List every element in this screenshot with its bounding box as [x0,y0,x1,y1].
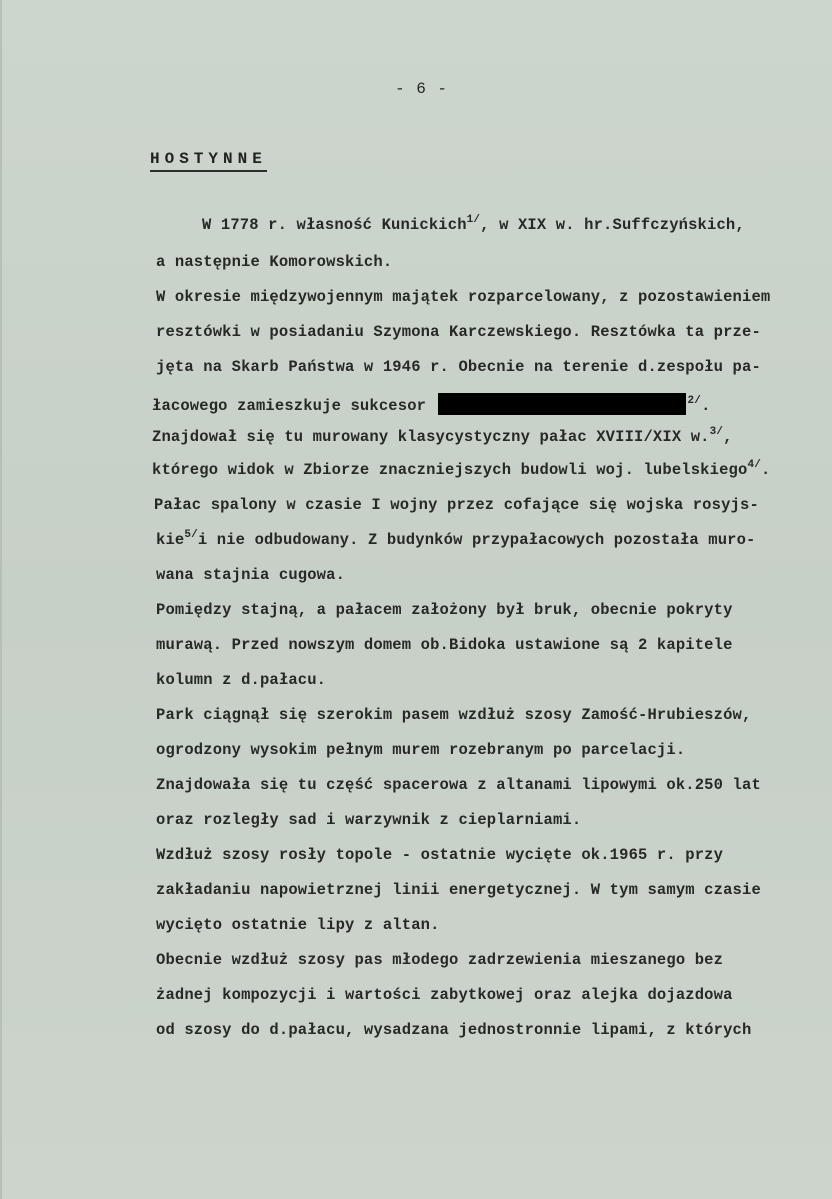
line-text: Znajdował się tu murowany klasycystyczny pałac XVIII/XIX w. [152,428,710,446]
text-line [156,741,685,759]
text-line [152,393,711,415]
text-line [156,916,440,934]
line-text: wycięto ostatnie lipy z altan. [156,916,440,934]
line-text: Park ciągnął się szerokim pasem wzdłuż szosy Zamość-Hrubieszów, [156,706,752,724]
text-line [156,253,392,271]
text-line [156,846,723,864]
line-text: jęta na Skarb Państwa w 1946 r. Obecnie na terenie d.zespołu pa- [156,358,761,376]
line-text: kie [156,531,185,549]
text-line [156,881,761,899]
footnote-marker: 4/ [747,459,761,471]
text-line [156,288,770,306]
text-line [156,636,733,654]
line-text: oraz rozległy sad i warzywnik z cieplarniami. [156,811,582,829]
line-text: wana stajnia cugowa. [156,566,346,584]
text-line [156,986,733,1004]
text-line [156,671,326,689]
line-text: żadnej kompozycji i wartości zabytkowej oraz alejka dojazdowa [156,986,733,1004]
footnote-marker: 1/ [466,214,481,226]
line-text: zakładaniu napowietrznej linii energetycznej. W tym samym czasie [156,881,761,899]
text-line [156,566,345,584]
text-line [154,496,759,514]
footnote-marker: 2/ [687,395,702,407]
line-text: W okresie międzywojennym majątek rozparcelowany, z pozostawieniem [156,288,771,306]
line-text: kolumn z d.pałacu. [156,671,327,689]
redaction-bar [438,393,686,415]
line-text-continued: , [723,428,733,446]
text-line [156,601,733,619]
text-line [202,216,745,234]
line-text: którego widok w Zbiorze znaczniejszych budowli woj. lubelskiego [152,461,748,479]
footnote-marker: 5/ [184,529,198,541]
text-line [152,461,770,479]
line-text: a następnie Komorowskich. [156,253,393,271]
line-text-continued: . [760,461,771,479]
line-text: ogrodzony wysokim pełnym murem rozebranym po parcelacji. [156,741,686,759]
line-text: Pomiędzy stajną, a pałacem założony był bruk, obecnie pokryty [156,601,733,619]
line-text-continued: i nie odbudowany. Z budynków przypałacowych pozostała muro- [197,531,756,549]
text-line [156,776,761,794]
line-text: W 1778 r. własność Kunickich [202,216,467,234]
line-text: Wzdłuż szosy rosły topole - ostatnie wycięte ok.1965 r. przy [156,846,724,864]
line-text: Obecnie wzdłuż szosy pas młodego zadrzewienia mieszanego bez [156,951,724,969]
line-text: murawą. Przed nowszym domem ob.Bidoka ustawione są 2 kapitele [156,636,733,654]
line-text: łacowego zamieszkuje sukcesor [152,397,427,415]
text-line [156,531,756,549]
page-number: - 6 - [395,80,449,98]
line-text-continued: . [701,397,711,415]
text-line [156,358,761,376]
line-text: od szosy do d.pałacu, wysadzana jednostronnie lipami, z których [156,1021,752,1039]
line-text: Pałac spalony w czasie I wojny przez cofające się wojska rosyjs- [154,496,759,514]
text-line [152,428,733,446]
text-line [156,951,723,969]
section-heading: HOSTYNNE [150,150,267,172]
text-line [156,811,581,829]
text-line [156,323,761,341]
line-text: Znajdowała się tu część spacerowa z altanami lipowymi ok.250 lat [156,776,761,794]
footnote-marker: 3/ [709,426,724,438]
text-line [156,706,751,724]
line-text-continued: , w XIX w. hr.Suffczyńskich, [480,216,745,234]
text-line [156,1021,751,1039]
line-text: resztówki w posiadaniu Szymona Karczewskiego. Resztówka ta prze- [156,323,761,341]
